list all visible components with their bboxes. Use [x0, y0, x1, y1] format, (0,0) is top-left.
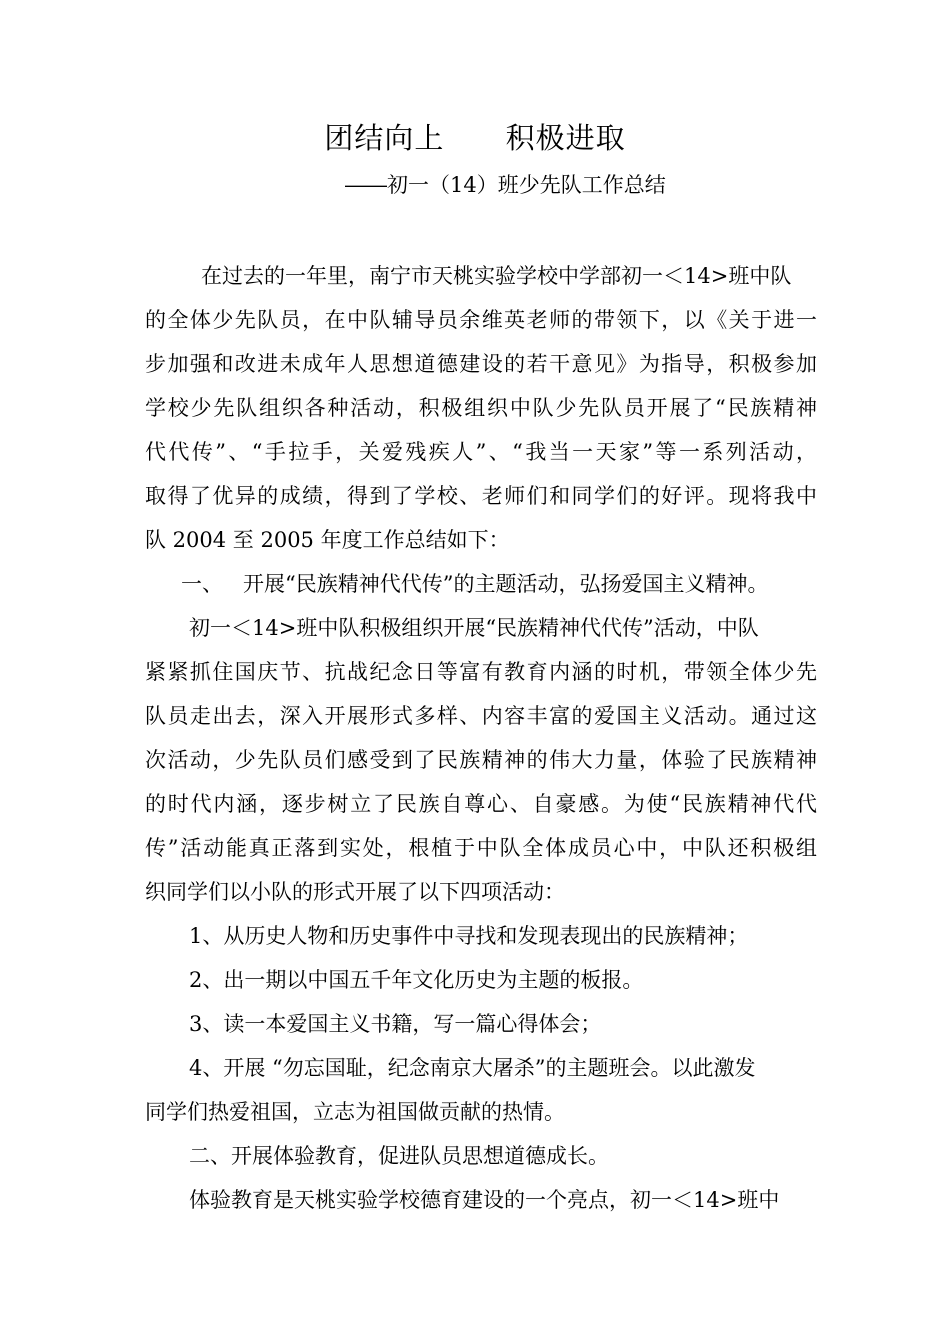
paragraph-line: 传”活动能真正落到实处，根植于中队全体成员心中，中队还积极组 — [145, 836, 817, 860]
paragraph-line: 步加强和改进未成年人思想道德建设的若干意见》为指导，积极参加 — [145, 352, 817, 376]
paragraph-line: 体验教育是天桃实验学校德育建设的一个亮点，初一＜14>班中 — [189, 1188, 780, 1212]
list-item: 4、开展 “勿忘国耻，纪念南京大屠杀”的主题班会。以此激发 — [189, 1056, 756, 1080]
paragraph-line: 代代传”、“手拉手，关爱残疾人”、“我当一天家”等一系列活动， — [145, 440, 817, 464]
paragraph-line: 织同学们以小队的形式开展了以下四项活动： — [145, 880, 565, 904]
paragraph-line: 次活动，少先队员们感受到了民族精神的伟大力量，体验了民族精神 — [145, 748, 817, 772]
paragraph-line: 紧紧抓住国庆节、抗战纪念日等富有教育内涵的时机，带领全体少先 — [145, 660, 817, 684]
list-item: 1、从历史人物和历史事件中寻找和发现表现出的民族精神； — [189, 924, 749, 948]
page-title: 团结向上 积极进取 — [324, 121, 626, 155]
paragraph-line: 同学们热爱祖国，立志为祖国做贡献的热情。 — [145, 1100, 565, 1124]
paragraph-line: 初一＜14>班中队积极组织开展“民族精神代代传”活动，中队 — [189, 616, 759, 640]
document-body — [145, 254, 817, 1222]
list-item: 3、读一本爱国主义书籍，写一篇心得体会； — [189, 1012, 602, 1036]
section-heading: 二、开展体验教育，促进队员思想道德成长。 — [189, 1144, 609, 1168]
section-heading: 一、 开展“民族精神代代传”的主题活动，弘扬爱国主义精神。 — [181, 572, 769, 596]
paragraph-line: 学校少先队组织各种活动，积极组织中队少先队员开展了“民族精神 — [145, 396, 817, 420]
paragraph-line: 在过去的一年里，南宁市天桃实验学校中学部初一＜14>班中队 — [201, 264, 792, 288]
list-item: 2、出一期以中国五千年文化历史为主题的板报。 — [189, 968, 644, 992]
paragraph-line: 的时代内涵，逐步树立了民族自尊心、自豪感。为使“民族精神代代 — [145, 792, 817, 816]
paragraph-line: 取得了优异的成绩，得到了学校、老师们和同学们的好评。现将我中 — [145, 484, 817, 508]
paragraph-line: 队 2004 至 2005 年度工作总结如下： — [145, 528, 510, 552]
paragraph-line: 的全体少先队员，在中队辅导员余维英老师的带领下，以《关于进一 — [145, 308, 817, 332]
page-subtitle: ――初一（14）班少先队工作总结 — [345, 173, 666, 197]
paragraph-line: 队员走出去，深入开展形式多样、内容丰富的爱国主义活动。通过这 — [145, 704, 817, 728]
